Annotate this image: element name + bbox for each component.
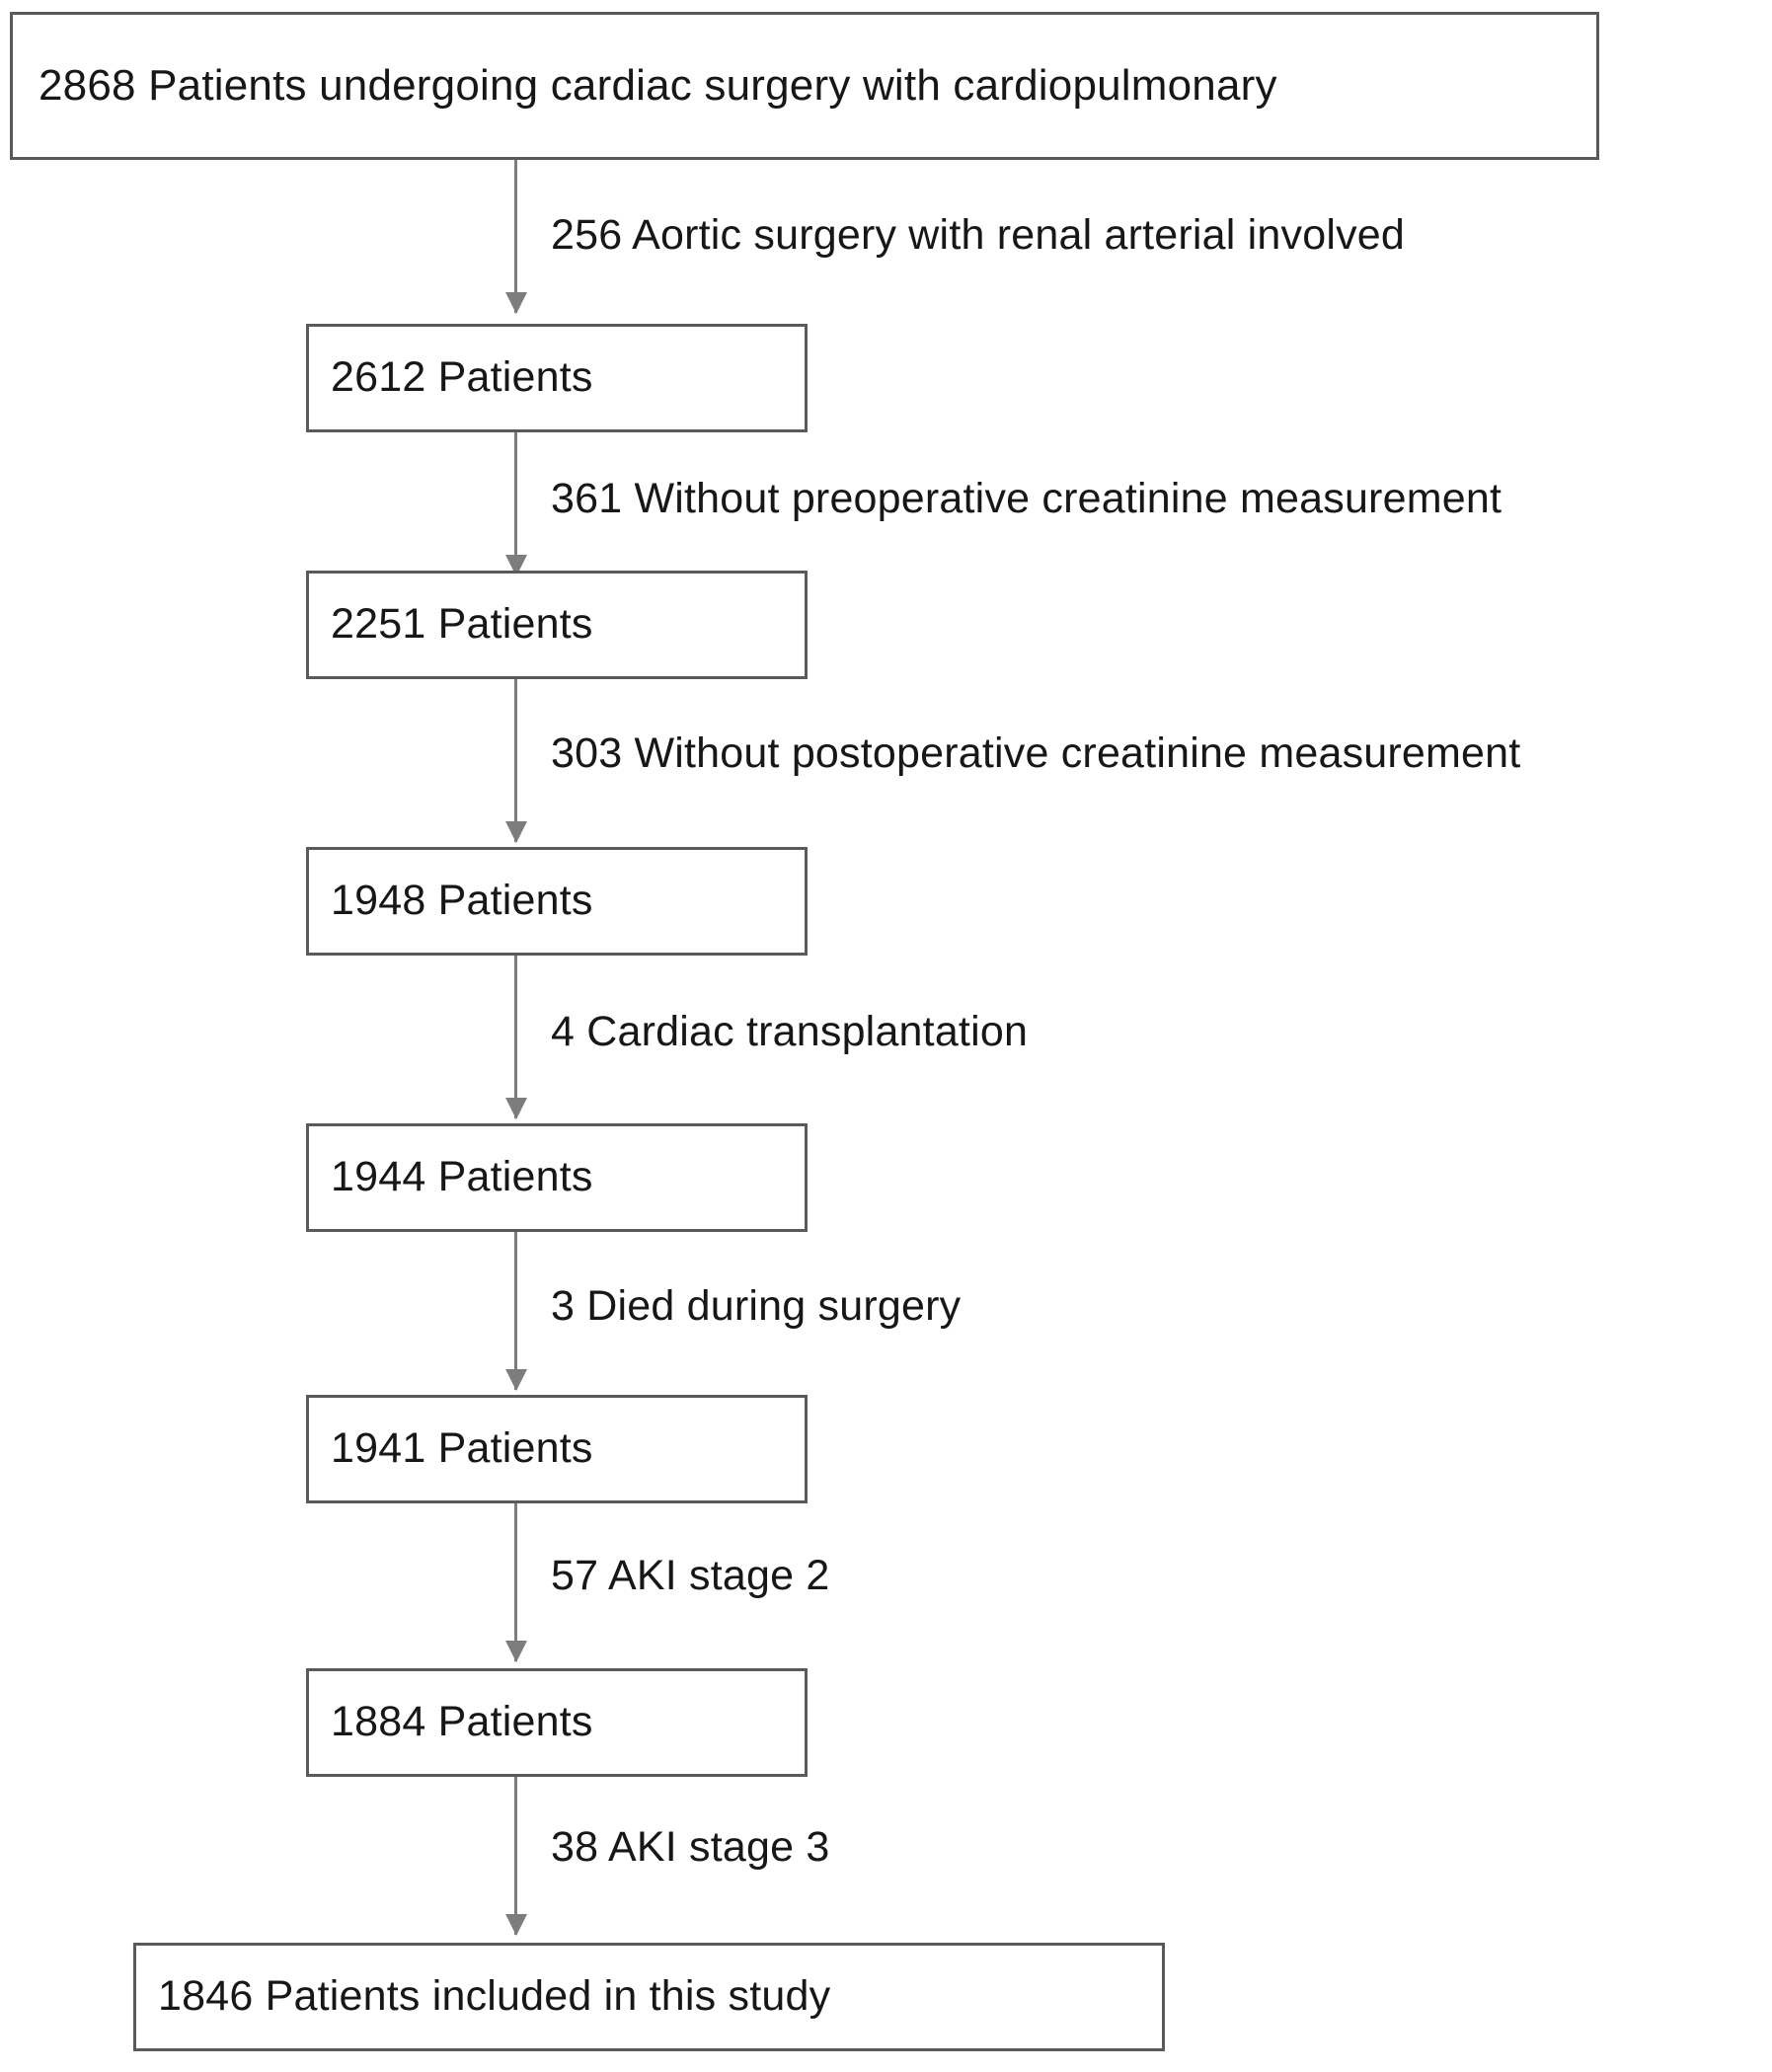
flow-exclusion-label-3: 303 Without postoperative creatinine measurement bbox=[551, 729, 1521, 777]
flow-node-label: 1846 Patients included in this study bbox=[158, 1972, 831, 2021]
flow-node-1941-patients bbox=[306, 1395, 808, 1503]
flow-arrow-4 bbox=[514, 956, 517, 1118]
flow-node-label: 2612 Patients bbox=[331, 353, 593, 402]
flow-exclusion-label-4: 4 Cardiac transplantation bbox=[551, 1008, 1029, 1055]
flow-arrow-1 bbox=[514, 160, 517, 313]
flow-exclusion-label-2: 361 Without preoperative creatinine measurement bbox=[551, 475, 1502, 522]
flow-exclusion-label-5: 3 Died during surgery bbox=[551, 1282, 962, 1330]
flow-arrow-6 bbox=[514, 1503, 517, 1661]
flow-node-label: 1944 Patients bbox=[331, 1153, 593, 1201]
flow-node-label: 2251 Patients bbox=[331, 600, 593, 649]
flow-node-included-patients bbox=[133, 1943, 1165, 2051]
flow-exclusion-label-1: 256 Aortic surgery with renal arterial involved bbox=[551, 211, 1406, 259]
flow-node-1948-patients bbox=[306, 847, 808, 956]
flow-node-label: 1941 Patients bbox=[331, 1424, 593, 1473]
flow-node-label: 2868 Patients undergoing cardiac surgery with cardiopulmonary bbox=[39, 60, 1277, 110]
flow-node-label: 1948 Patients bbox=[331, 877, 593, 925]
flow-node-label: 1884 Patients bbox=[331, 1698, 593, 1746]
flow-node-2612-patients bbox=[306, 324, 808, 432]
flow-arrow-2 bbox=[514, 432, 517, 576]
flow-arrow-7 bbox=[514, 1777, 517, 1935]
flow-exclusion-label-6: 57 AKI stage 2 bbox=[551, 1552, 830, 1599]
flow-node-total-patients bbox=[10, 12, 1599, 160]
flow-arrow-3 bbox=[514, 679, 517, 842]
flow-node-2251-patients bbox=[306, 571, 808, 679]
flow-node-1884-patients bbox=[306, 1668, 808, 1777]
flow-arrow-5 bbox=[514, 1232, 517, 1390]
flow-node-1944-patients bbox=[306, 1123, 808, 1232]
flow-exclusion-label-7: 38 AKI stage 3 bbox=[551, 1823, 830, 1871]
